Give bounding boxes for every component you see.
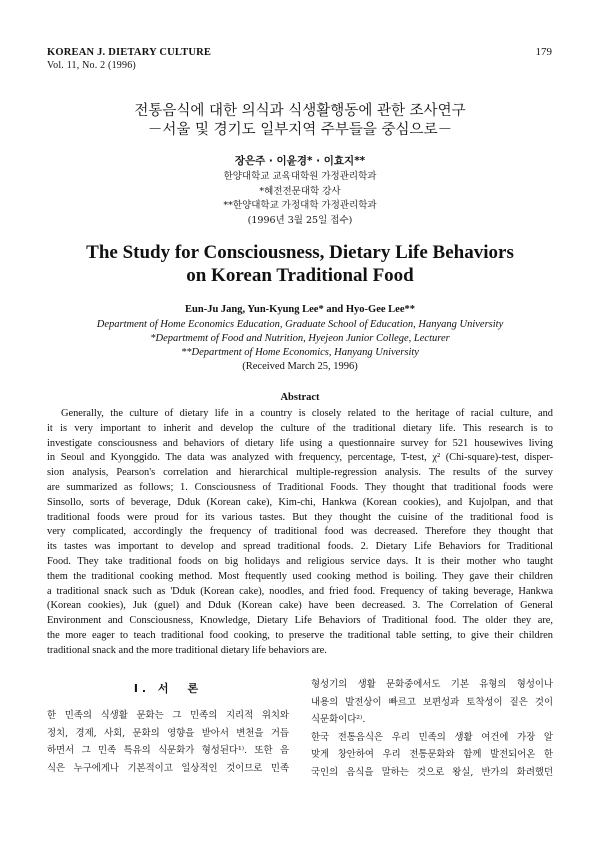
journal-name: KOREAN J. DIETARY CULTURE [47, 47, 212, 58]
abstract-line: a traditional snack such as 'Dduk (Korean cake), noodles, and fried food. Frequency of taking beverage, Hankwa [47, 585, 553, 597]
journal-header [47, 46, 211, 72]
section-heading-introduction: I. 서 론 [133, 682, 203, 695]
korean-subtitle: －서울 및 경기도 일부지역 주부들을 중심으로－ [147, 122, 453, 138]
abstract-line: (Korean cookies), Juk (guel) and Dduk (Korean cake) have been decreased. 3. The Correlation of General [47, 600, 553, 612]
body-line: 하면서 그 민족 특유의 식문화가 형성된다¹⁾. 또한 음 [47, 745, 289, 756]
body-right-column [311, 676, 553, 781]
body-left-column [47, 676, 289, 777]
abstract-line: in Seoul and Kyonggido. The data was analyzed with frequency, percentage, T-test, χ² (Chi-square)-test, disper- [47, 452, 553, 464]
abstract-line: them the traditional cooking method. Most ftequently used cooking method is boiling. They gave their children [47, 570, 553, 582]
abstract-line: investigate consciousness and behaviors of dietary life using a questionnaire survey for 521 housewives living [47, 437, 553, 449]
korean-title: 전통음식에 대한 의식과 식생활행동에 관한 조사연구 [134, 103, 466, 119]
abstract-line: the more eager to teach traditional food cooking, to preserve the traditional table setting, to give their children [47, 629, 553, 641]
korean-affiliation-2: *혜전전문대학 강사 [259, 185, 341, 197]
body-line: 맞게 창안하여 우리 전통문화와 함께 발전되어온 한 [311, 749, 553, 760]
english-received-date: (Received March 25, 1996) [242, 361, 358, 372]
body-line: 식문화이다²⁾. [311, 714, 366, 725]
abstract-heading: Abstract [280, 392, 320, 403]
english-title [0, 241, 600, 287]
english-affiliation-1: Department of Home Economics Education, Graduate School of Education, Hanyang University [96, 319, 504, 330]
body-line: 형성기의 생활 문화중에서도 기본 유형의 형성이나 [311, 679, 553, 690]
abstract-line: Sinsollo, sorts of beverage, Dduk (Korean cake), Kim-chi, Hankwa (Korean cookies), and Kujolpan, and that [47, 496, 553, 508]
abstract-line: traditional snack and the more traditional dietary life behaviors are. [47, 644, 327, 656]
abstract-line: Environment and Consciousness, Knowledge, Dietary Life Behaviors of Traditional food. The older they are, [47, 615, 553, 627]
korean-affiliation-1: 한양대학교 교육대학원 가정관리학과 [223, 171, 377, 182]
body-line: 한 민족의 식생활 문화는 그 민족의 지리적 위치와 [47, 710, 289, 721]
korean-affiliation-3: **한양대학교 가정대학 가정관리학과 [223, 200, 377, 211]
body-line: 한국 전통음식은 우리 민족의 생활 여건에 가장 알 [311, 731, 553, 743]
abstract-body [47, 407, 553, 659]
korean-authors: 장은주 · 이윤경* · 이효지** [234, 155, 366, 167]
body-line: 국인의 음식을 말하는 것으로 왕실, 반가의 화려했던 [311, 766, 553, 778]
korean-title-block [0, 102, 600, 140]
english-title-line-1: The Study for Consciousness, Dietary Life Behaviors [86, 242, 514, 263]
abstract-line: its tastes was important to develop and spread traditional foods. 2. Dietary Life Behaviors for Traditional [47, 541, 553, 553]
body-line: 내용의 발전상이 빠르고 보편성과 토착성이 짙은 것이 [311, 696, 553, 708]
page-number: 179 [535, 46, 552, 58]
english-affiliations [0, 318, 600, 374]
korean-received-date: (1996년 3월 25일 접수) [247, 214, 353, 226]
body-line: 식은 누구에게나 기본적이고 일상적인 것이므로 민족 [47, 762, 289, 774]
abstract-line: traditional foods were proud for its various tastes. But they thought the cuisine of the traditional food is [47, 511, 553, 523]
english-authors: Eun-Ju Jang, Yun-Kyung Lee* and Hyo-Gee Lee** [185, 304, 415, 315]
english-affiliation-3: **Department of Home Economics, Hanyang University [181, 347, 419, 358]
body-line: 정치, 경제, 사회, 문화의 영향을 받아서 변천을 거듭 [47, 727, 289, 739]
abstract-line: Generally, the culture of dietary life in a country is closely related to the heritage of racial culture, and [61, 408, 553, 419]
abstract-line: sion analysis, Pearson's correlation and hierarchical multiple-regression analysis. The results of the survey [47, 467, 553, 479]
journal-volume: Vol. 11, No. 2 (1996) [47, 60, 136, 71]
abstract-line: Food. They take traditional foods on big holidays and religious service days. It is their mother who taught [47, 555, 553, 567]
abstract-line: it is very important to inherit and develop the culture of the traditional dietary life. This research is to [47, 422, 553, 434]
abstract-line: are summarized as follows; 1. Consciousness of Traditional Foods. They thought that traditional foods were [47, 481, 553, 493]
english-affiliation-2: *Departmemt of Food and Nutrition, Hyejeon Junior College, Lecturer [150, 333, 450, 344]
abstract-line: very complicated, accordingly the frequency of traditional food was decreased. Therefore they thought that [47, 526, 553, 538]
english-title-line-2: on Korean Traditional Food [186, 265, 414, 286]
korean-affiliations [0, 170, 600, 228]
